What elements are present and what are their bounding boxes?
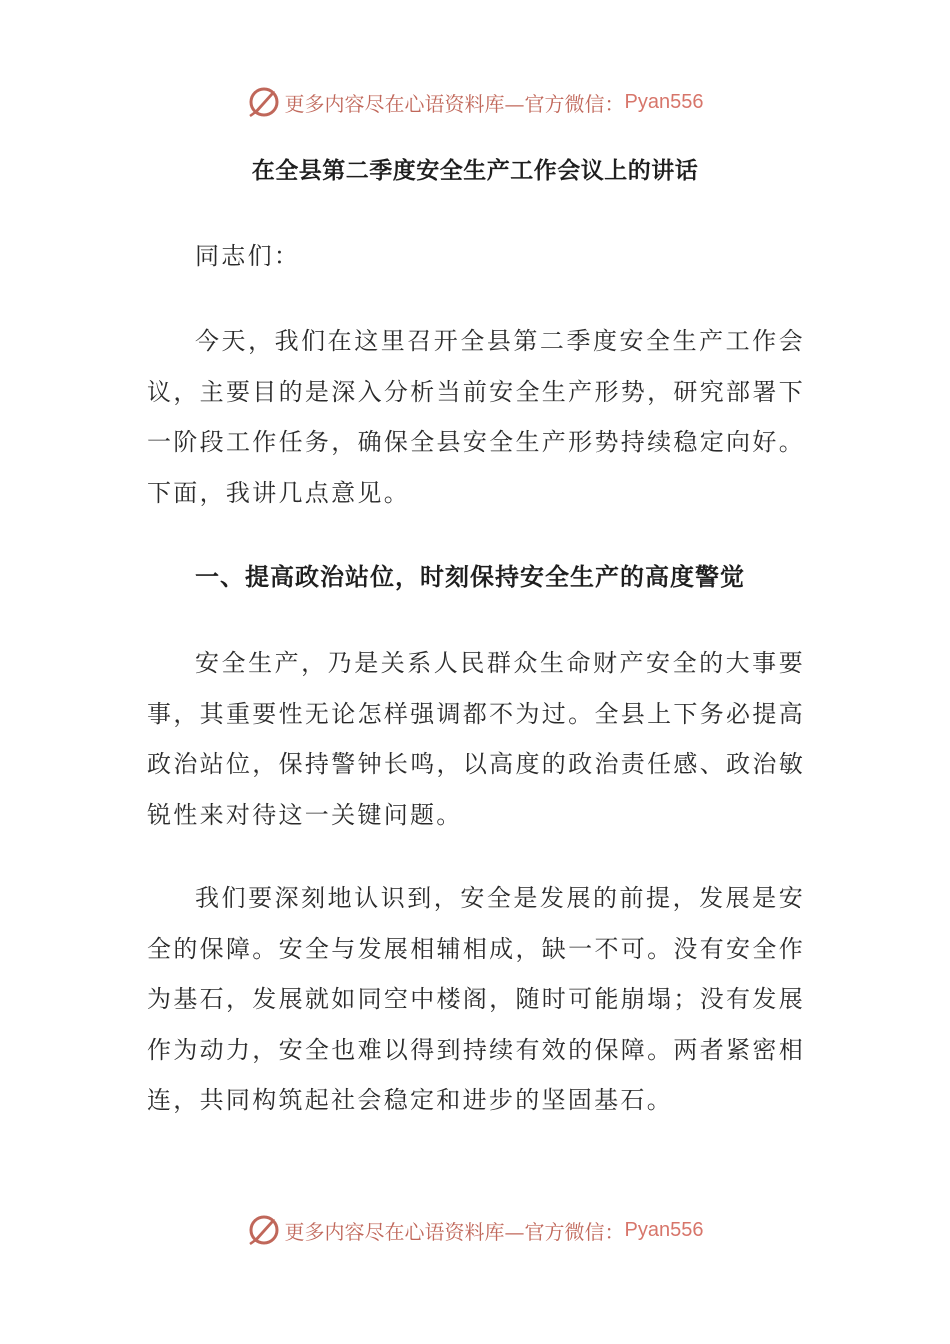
quill-pen-logo-icon bbox=[247, 85, 281, 119]
paragraph-text: 我们要深刻地认识到，安全是发展的前提，发展是安全的保障。安全与发展相辅相成，缺一不可。没有安全作为基石，发展就如同空中楼阁，随时可能崩塌；没有发展作为动力，安全也难以得到持续有效的保障。两者紧密相连，共同构筑起社会稳定和进步的坚固基石。 bbox=[147, 884, 805, 1114]
section-heading bbox=[147, 552, 805, 603]
section-heading-text: 一、提高政治站位，时刻保持安全生产的高度警觉 bbox=[195, 563, 745, 591]
document-title: 在全县第二季度安全生产工作会议上的讲话 bbox=[251, 158, 699, 184]
salutation-text: 同志们： bbox=[195, 242, 301, 270]
banner-wechat-id: Pyan556 bbox=[624, 90, 704, 113]
salutation bbox=[147, 231, 805, 282]
footer-banner bbox=[0, 1210, 950, 1250]
header-banner bbox=[0, 82, 950, 122]
paragraph-text: 今天，我们在这里召开全县第二季度安全生产工作会议，主要目的是深入分析当前安全生产形势，研究部署下一阶段工作任务，确保全县安全生产形势持续稳定向好。下面，我讲几点意见。 bbox=[147, 327, 805, 507]
intro-paragraph bbox=[147, 316, 805, 518]
quill-pen-logo-icon bbox=[247, 1213, 281, 1247]
section-paragraph bbox=[147, 638, 805, 840]
section-paragraph bbox=[147, 873, 805, 1126]
paragraph-text: 安全生产，乃是关系人民群众生命财产安全的大事要事，其重要性无论怎样强调都不为过。全县上下务必提高政治站位，保持警钟长鸣，以高度的政治责任感、政治敏锐性来对待这一关键问题。 bbox=[147, 649, 805, 829]
banner-text: 更多内容尽在心语资料库—官方微信： bbox=[284, 91, 625, 116]
banner-text: 更多内容尽在心语资料库—官方微信： bbox=[284, 1219, 625, 1244]
banner-wechat-id: Pyan556 bbox=[624, 1218, 704, 1241]
